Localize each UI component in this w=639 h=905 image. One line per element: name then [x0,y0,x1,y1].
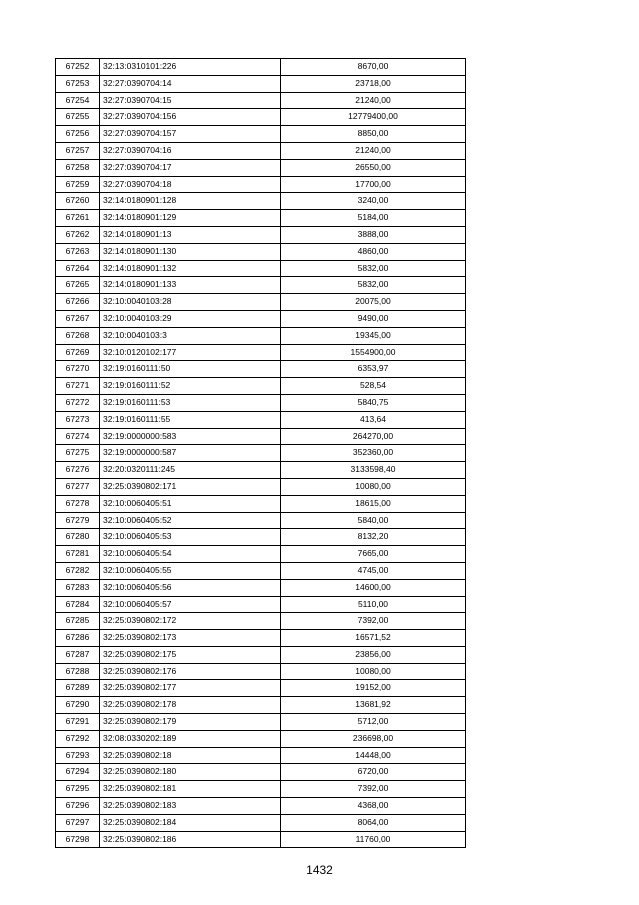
value-cell: 11760,00 [281,831,466,848]
cadastral-number-cell: 32:25:0390802:183 [100,798,281,815]
table-row [56,294,466,311]
table-row [56,159,466,176]
row-number-cell: 67274 [56,428,100,445]
value-cell: 5840,00 [281,512,466,529]
value-cell: 10080,00 [281,663,466,680]
cadastral-number-cell: 32:27:0390704:15 [100,92,281,109]
value-cell: 528,54 [281,378,466,395]
table-row [56,529,466,546]
table-row [56,697,466,714]
table-row [56,546,466,563]
value-cell: 5712,00 [281,714,466,731]
cadastral-number-cell: 32:25:0390802:180 [100,764,281,781]
registry-table-body [56,59,466,848]
table-row [56,764,466,781]
row-number-cell: 67296 [56,798,100,815]
row-number-cell: 67275 [56,445,100,462]
table-row [56,781,466,798]
value-cell: 8850,00 [281,126,466,143]
table-row [56,176,466,193]
row-number-cell: 67257 [56,142,100,159]
value-cell: 8064,00 [281,814,466,831]
row-number-cell: 67252 [56,59,100,76]
row-number-cell: 67253 [56,75,100,92]
table-row [56,75,466,92]
cadastral-number-cell: 32:13:0310101:226 [100,59,281,76]
cadastral-number-cell: 32:27:0390704:157 [100,126,281,143]
row-number-cell: 67268 [56,327,100,344]
row-number-cell: 67280 [56,529,100,546]
table-row [56,109,466,126]
table-row [56,394,466,411]
row-number-cell: 67298 [56,831,100,848]
table-row [56,814,466,831]
cadastral-number-cell: 32:14:0180901:129 [100,210,281,227]
value-cell: 3888,00 [281,226,466,243]
table-row [56,344,466,361]
row-number-cell: 67262 [56,226,100,243]
cadastral-number-cell: 32:10:0040103:28 [100,294,281,311]
table-row [56,680,466,697]
value-cell: 8132,20 [281,529,466,546]
cadastral-number-cell: 32:20:0320111:245 [100,462,281,479]
cadastral-number-cell: 32:14:0180901:133 [100,277,281,294]
cadastral-number-cell: 32:19:0160111:53 [100,394,281,411]
cadastral-number-cell: 32:19:0000000:583 [100,428,281,445]
value-cell: 5840,75 [281,394,466,411]
cadastral-number-cell: 32:14:0180901:128 [100,193,281,210]
value-cell: 5832,00 [281,260,466,277]
table-row [56,126,466,143]
row-number-cell: 67266 [56,294,100,311]
value-cell: 7392,00 [281,781,466,798]
table-row [56,142,466,159]
cadastral-number-cell: 32:10:0060405:57 [100,596,281,613]
table-row [56,596,466,613]
table-row [56,193,466,210]
value-cell: 7392,00 [281,613,466,630]
table-row [56,512,466,529]
value-cell: 21240,00 [281,92,466,109]
row-number-cell: 67285 [56,613,100,630]
value-cell: 14448,00 [281,747,466,764]
value-cell: 12779400,00 [281,109,466,126]
table-row [56,226,466,243]
row-number-cell: 67263 [56,243,100,260]
row-number-cell: 67290 [56,697,100,714]
table-row [56,327,466,344]
value-cell: 5110,00 [281,596,466,613]
cadastral-number-cell: 32:10:0040103:29 [100,310,281,327]
table-row [56,310,466,327]
cadastral-number-cell: 32:25:0390802:177 [100,680,281,697]
cadastral-number-cell: 32:27:0390704:18 [100,176,281,193]
table-row [56,747,466,764]
row-number-cell: 67284 [56,596,100,613]
cadastral-number-cell: 32:25:0390802:186 [100,831,281,848]
cadastral-number-cell: 32:25:0390802:176 [100,663,281,680]
value-cell: 23856,00 [281,646,466,663]
row-number-cell: 67283 [56,579,100,596]
value-cell: 9490,00 [281,310,466,327]
cadastral-number-cell: 32:10:0060405:56 [100,579,281,596]
row-number-cell: 67260 [56,193,100,210]
value-cell: 23718,00 [281,75,466,92]
table-row [56,478,466,495]
row-number-cell: 67292 [56,730,100,747]
cadastral-number-cell: 32:14:0180901:130 [100,243,281,260]
cadastral-number-cell: 32:08:0330202:189 [100,730,281,747]
table-row [56,562,466,579]
value-cell: 264270,00 [281,428,466,445]
cadastral-number-cell: 32:10:0120102:177 [100,344,281,361]
table-row [56,646,466,663]
table-row [56,663,466,680]
row-number-cell: 67291 [56,714,100,731]
table-row [56,798,466,815]
value-cell: 19152,00 [281,680,466,697]
row-number-cell: 67295 [56,781,100,798]
row-number-cell: 67282 [56,562,100,579]
row-number-cell: 67270 [56,361,100,378]
row-number-cell: 67267 [56,310,100,327]
cadastral-number-cell: 32:19:0000000:587 [100,445,281,462]
table-row [56,243,466,260]
value-cell: 13681,92 [281,697,466,714]
row-number-cell: 67256 [56,126,100,143]
cadastral-number-cell: 32:10:0060405:54 [100,546,281,563]
cadastral-number-cell: 32:14:0180901:132 [100,260,281,277]
value-cell: 1554900,00 [281,344,466,361]
table-row [56,613,466,630]
row-number-cell: 67273 [56,411,100,428]
table-row [56,714,466,731]
table-row [56,630,466,647]
row-number-cell: 67278 [56,495,100,512]
cadastral-number-cell: 32:25:0390802:181 [100,781,281,798]
cadastral-number-cell: 32:25:0390802:178 [100,697,281,714]
value-cell: 6353,97 [281,361,466,378]
table-row [56,260,466,277]
cadastral-number-cell: 32:27:0390704:156 [100,109,281,126]
row-number-cell: 67271 [56,378,100,395]
row-number-cell: 67264 [56,260,100,277]
value-cell: 16571,52 [281,630,466,647]
value-cell: 21240,00 [281,142,466,159]
table-row [56,445,466,462]
row-number-cell: 67272 [56,394,100,411]
row-number-cell: 67277 [56,478,100,495]
cadastral-number-cell: 32:25:0390802:179 [100,714,281,731]
row-number-cell: 67297 [56,814,100,831]
cadastral-number-cell: 32:10:0060405:53 [100,529,281,546]
value-cell: 4745,00 [281,562,466,579]
value-cell: 3133598,40 [281,462,466,479]
cadastral-number-cell: 32:19:0160111:50 [100,361,281,378]
row-number-cell: 67259 [56,176,100,193]
value-cell: 236698,00 [281,730,466,747]
value-cell: 3240,00 [281,193,466,210]
table-row [56,59,466,76]
cadastral-number-cell: 32:27:0390704:16 [100,142,281,159]
table-row [56,428,466,445]
cadastral-number-cell: 32:10:0060405:51 [100,495,281,512]
value-cell: 5184,00 [281,210,466,227]
value-cell: 17700,00 [281,176,466,193]
value-cell: 20075,00 [281,294,466,311]
row-number-cell: 67279 [56,512,100,529]
value-cell: 5832,00 [281,277,466,294]
cadastral-number-cell: 32:10:0040103:3 [100,327,281,344]
row-number-cell: 67255 [56,109,100,126]
cadastral-number-cell: 32:27:0390704:17 [100,159,281,176]
value-cell: 413,64 [281,411,466,428]
table-row [56,462,466,479]
table-row [56,579,466,596]
value-cell: 352360,00 [281,445,466,462]
row-number-cell: 67288 [56,663,100,680]
row-number-cell: 67293 [56,747,100,764]
cadastral-number-cell: 32:10:0060405:52 [100,512,281,529]
value-cell: 6720,00 [281,764,466,781]
table-row [56,831,466,848]
row-number-cell: 67261 [56,210,100,227]
row-number-cell: 67281 [56,546,100,563]
table-row [56,495,466,512]
table-row [56,210,466,227]
value-cell: 10080,00 [281,478,466,495]
value-cell: 4368,00 [281,798,466,815]
row-number-cell: 67258 [56,159,100,176]
value-cell: 18615,00 [281,495,466,512]
table-row [56,730,466,747]
cadastral-number-cell: 32:10:0060405:55 [100,562,281,579]
cadastral-number-cell: 32:25:0390802:172 [100,613,281,630]
cadastral-number-cell: 32:25:0390802:184 [100,814,281,831]
table-row [56,411,466,428]
cadastral-number-cell: 32:19:0160111:52 [100,378,281,395]
registry-table [55,58,466,848]
cadastral-number-cell: 32:25:0390802:18 [100,747,281,764]
value-cell: 19345,00 [281,327,466,344]
cadastral-number-cell: 32:14:0180901:13 [100,226,281,243]
table-row [56,92,466,109]
row-number-cell: 67269 [56,344,100,361]
cadastral-number-cell: 32:25:0390802:173 [100,630,281,647]
row-number-cell: 67276 [56,462,100,479]
value-cell: 7665,00 [281,546,466,563]
value-cell: 14600,00 [281,579,466,596]
row-number-cell: 67254 [56,92,100,109]
row-number-cell: 67286 [56,630,100,647]
value-cell: 4860,00 [281,243,466,260]
page-number: 1432 [306,863,333,877]
value-cell: 8670,00 [281,59,466,76]
cadastral-number-cell: 32:25:0390802:175 [100,646,281,663]
row-number-cell: 67287 [56,646,100,663]
cadastral-number-cell: 32:25:0390802:171 [100,478,281,495]
table-row [56,277,466,294]
cadastral-number-cell: 32:27:0390704:14 [100,75,281,92]
table-row [56,361,466,378]
row-number-cell: 67265 [56,277,100,294]
table-row [56,378,466,395]
row-number-cell: 67294 [56,764,100,781]
row-number-cell: 67289 [56,680,100,697]
cadastral-number-cell: 32:19:0160111:55 [100,411,281,428]
value-cell: 26550,00 [281,159,466,176]
